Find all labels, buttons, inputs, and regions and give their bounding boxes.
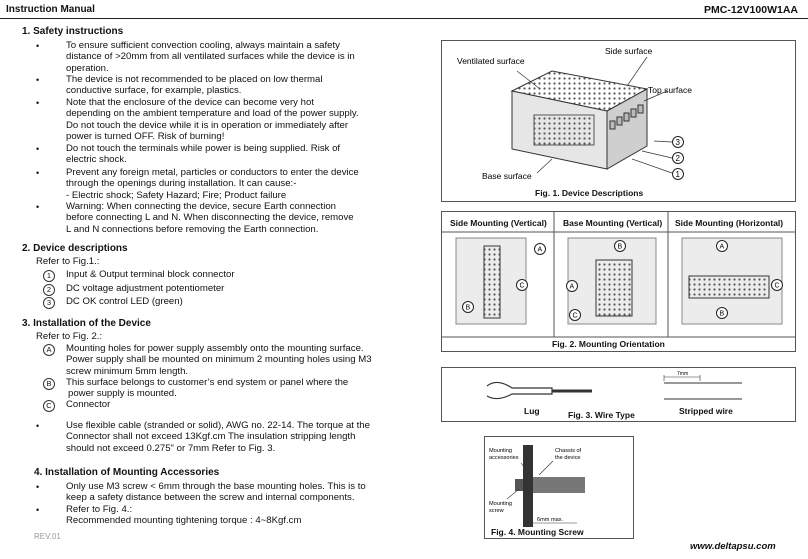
figure-2-mounting-orientation: [441, 211, 796, 352]
safety-item-1: To ensure sufficient convection cooling, always maintain a safety distance of >20mm from all ventilated surfaces while the device is in operation.: [66, 40, 355, 74]
base-surface-label: Base surface: [482, 171, 532, 181]
bullet-dot: •: [36, 41, 40, 51]
callout-2: 2: [675, 154, 680, 163]
section-2-ref: Refer to Fig.1.:: [36, 256, 100, 267]
mounting-screw-label: Mounting: [489, 501, 513, 507]
top-surface-label: Top surface: [648, 85, 692, 95]
bullet-dot: •: [36, 75, 40, 85]
column-side-horizontal: Side Mounting (Horizontal): [675, 218, 784, 228]
bullet-dot: •: [36, 168, 40, 178]
mount-note-b: This surface belongs to customer’s end system or panel where the power supply is mounted.: [66, 377, 349, 400]
header-model: PMC-12V100W1AA: [704, 4, 798, 16]
figure-2-caption: Fig. 2. Mounting Orientation: [552, 339, 665, 349]
device-item-2: DC voltage adjustment potentiometer: [66, 283, 225, 294]
figure-4-caption: Fig. 4. Mounting Screw: [491, 527, 584, 537]
label-a-badge: A: [43, 344, 55, 356]
section-2-heading: 2. Device descriptions: [22, 243, 128, 254]
bullet-dot: •: [36, 505, 40, 515]
item-number-2: 2: [43, 284, 55, 296]
revision-label: REV.01: [34, 532, 61, 541]
callout-a: A: [537, 246, 543, 254]
callout-b: B: [719, 310, 725, 318]
section-3-heading: 3. Installation of the Device: [22, 318, 151, 329]
callout-a: A: [569, 283, 575, 291]
bullet-dot: •: [36, 98, 40, 108]
section-1-heading: 1. Safety instructions: [22, 26, 124, 37]
callout-c: C: [519, 282, 525, 290]
side-surface-label: Side surface: [605, 46, 653, 56]
section-4-heading: 4. Installation of Mounting Accessories: [34, 467, 220, 478]
figure-3-caption: Fig. 3. Wire Type: [568, 410, 635, 420]
chassis-label: Chassis of: [555, 448, 582, 454]
callout-b: B: [617, 243, 623, 251]
label-b-badge: B: [43, 378, 55, 390]
cable-note: Use flexible cable (stranded or solid), AWG no. 22-14. The torque at the Connector shall not exceed 13Kgf.cm The insulation stripping length should not exceed 0.275" or 7mm Refer to Fig. 3.: [66, 420, 370, 454]
page-header: [0, 0, 808, 19]
column-side-vertical: Side Mounting (Vertical): [450, 218, 547, 228]
bullet-dot: •: [36, 202, 40, 212]
stripped-wire-label: Stripped wire: [679, 406, 733, 416]
svg-text:screw: screw: [489, 508, 504, 514]
bullet-dot: •: [36, 482, 40, 492]
safety-item-6: Warning: When connecting the device, secure Earth connection before connecting L and N. When disconnecting the device, remove L and N connections before removing the Earth connection.: [66, 201, 354, 235]
bullet-dot: •: [36, 144, 40, 154]
safety-item-5: Prevent any foreign metal, particles or conductors to enter the device through the openings during installation. It can cause:- - Electric shock; Safety Hazard; Fire; Product failure: [66, 167, 359, 201]
item-number-1: 1: [43, 270, 55, 282]
column-base-vertical: Base Mounting (Vertical): [563, 218, 663, 228]
callout-1: 1: [675, 170, 680, 179]
svg-text:the device: the device: [555, 455, 581, 461]
item-number-3: 3: [43, 297, 55, 309]
figure-3-wire-type: [441, 367, 796, 422]
figure-1-device-descriptions: [441, 40, 796, 202]
svg-text:accessories: accessories: [489, 455, 519, 461]
ventilated-surface-label: Ventilated surface: [457, 56, 525, 66]
label-c-badge: C: [43, 400, 55, 412]
callout-b: B: [465, 304, 471, 312]
callout-c: C: [774, 282, 780, 290]
safety-item-2: The device is not recommended to be placed on low thermal conductive surface, for example, plastics.: [66, 74, 323, 97]
figure-4-mounting-screw: [484, 436, 634, 539]
callout-3: 3: [675, 138, 680, 147]
device-item-1: Input & Output terminal block connector: [66, 269, 235, 280]
callout-c: C: [572, 312, 578, 320]
lug-label: Lug: [524, 406, 540, 416]
screw-max-length: 6mm max.: [537, 517, 564, 523]
callout-a: A: [719, 243, 725, 251]
safety-item-4: Do not touch the terminals while power is being supplied. Risk of electric shock.: [66, 143, 341, 166]
mounting-accessories-label: Mounting: [489, 448, 513, 454]
strip-length-dim: 7mm: [677, 371, 689, 377]
mounting-diagrams: [442, 212, 795, 351]
section-3-ref: Refer to Fig. 2.:: [36, 331, 103, 342]
header-title: Instruction Manual: [6, 4, 95, 15]
screw-diagram: [485, 437, 633, 538]
mount-note-a: Mounting holes for power supply assembly onto the mounting surface. Power supply shall be mounted on minimum 2 mounting holes using M3 screw minimum 5mm length.: [66, 343, 372, 377]
accessory-note-1: Only use M3 screw < 6mm through the base mounting holes. This is to keep a safety distance between the screw and internal components.: [66, 481, 366, 504]
device-illustration: [442, 41, 795, 201]
bullet-dot: •: [36, 421, 40, 431]
mount-note-c: Connector: [66, 399, 111, 410]
figure-1-caption: Fig. 1. Device Descriptions: [535, 188, 644, 198]
accessory-note-2: Refer to Fig. 4.: Recommended mounting tightening torque : 4~8Kgf.cm: [66, 504, 302, 527]
device-item-3: DC OK control LED (green): [66, 296, 183, 307]
safety-item-3: Note that the enclosure of the device can become very hot depending on the ambient temperature and load of the power supply. Do not touch the device while it is in operation or immediately after power is turned OFF. Risk of burning!: [66, 97, 359, 143]
website-link[interactable]: www.deltapsu.com: [690, 541, 776, 552]
